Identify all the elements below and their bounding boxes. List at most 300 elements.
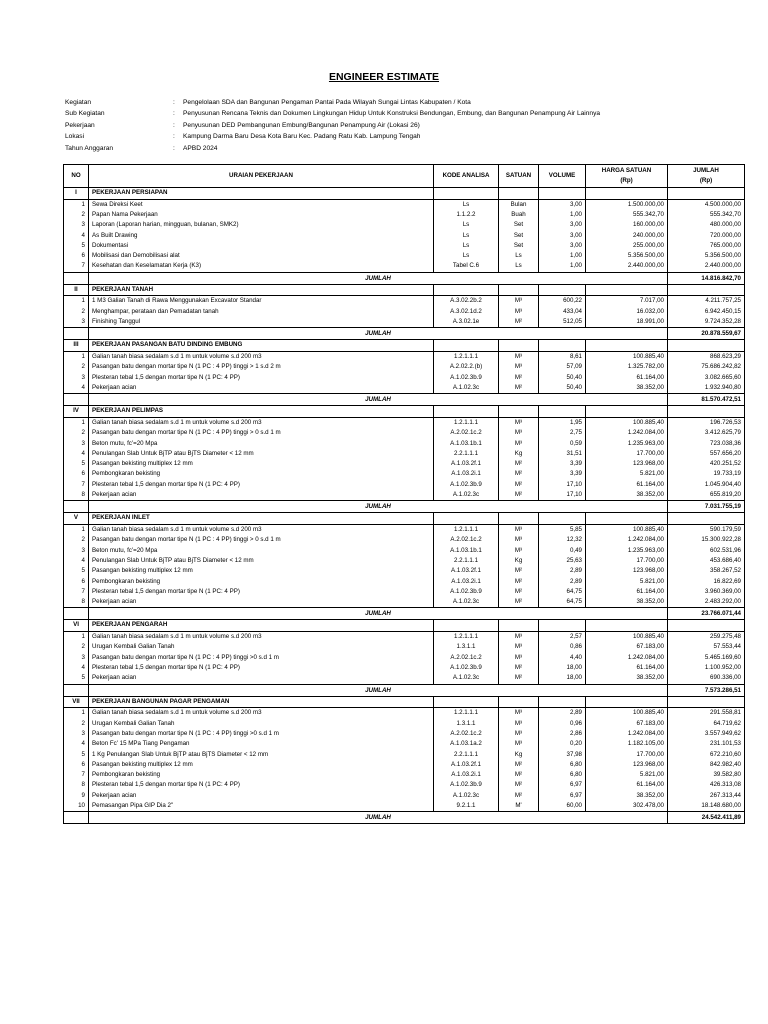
cell-no: 1 — [64, 296, 89, 307]
cell-volume: 3,00 — [539, 231, 586, 241]
header-jumlah — [668, 165, 745, 188]
section-header-row — [64, 620, 745, 632]
table-row — [64, 296, 745, 307]
info-row-sub-kegiatan — [65, 108, 755, 119]
subtotal-label: JUMLAH — [89, 272, 668, 284]
table-row — [64, 708, 745, 719]
cell-harga: 38.352,00 — [586, 673, 668, 684]
cell-uraian: Beton Fc' 15 MPa Tiang Pengaman — [89, 739, 434, 749]
table-row — [64, 231, 745, 241]
cell-harga: 555.342,70 — [586, 210, 668, 220]
cell-uraian: Penulangan Slab Untuk BjTP atau BjTS Diameter < 12 mm — [89, 449, 434, 459]
cell-no: 5 — [64, 241, 89, 251]
cell-kode: 1.2.1.1.1 — [434, 708, 499, 719]
cell-harga: 100.885,40 — [586, 417, 668, 428]
section-empty-cell — [668, 188, 745, 200]
table-row — [64, 719, 745, 729]
table-row — [64, 597, 745, 608]
cell-volume: 12,32 — [539, 535, 586, 545]
cell-harga: 61.164,00 — [586, 663, 668, 673]
cell-uraian: Pekerjaan acian — [89, 490, 434, 501]
section-empty-cell — [539, 284, 586, 296]
cell-volume: 6,80 — [539, 760, 586, 770]
cell-jumlah: 5.356.500,00 — [668, 251, 745, 261]
cell-kode: A.3.02.2b.2 — [434, 296, 499, 307]
cell-harga: 67.183,00 — [586, 642, 668, 652]
cell-harga: 38.352,00 — [586, 490, 668, 501]
cell-jumlah: 3.960.369,00 — [668, 587, 745, 597]
cell-harga: 100.885,40 — [586, 525, 668, 536]
cell-kode: A.1.03.2f.1 — [434, 459, 499, 469]
cell-no: 2 — [64, 535, 89, 545]
cell-kode: A.1.02.3b.9 — [434, 373, 499, 383]
section-number: III — [64, 340, 89, 352]
section-title: PEKERJAAN TANAH — [89, 284, 434, 296]
cell-volume: 64,75 — [539, 597, 586, 608]
cell-kode: 2.2.1.1.1 — [434, 556, 499, 566]
cell-jumlah: 19.733,19 — [668, 469, 745, 479]
cell-harga: 1.500.000,00 — [586, 199, 668, 210]
info-colon: : — [173, 133, 175, 141]
estimate-table — [63, 164, 745, 824]
cell-volume: 31,51 — [539, 449, 586, 459]
cell-kode: A.2.02.1c.2 — [434, 653, 499, 663]
cell-harga: 160.000,00 — [586, 220, 668, 230]
info-label: Sub Kegiatan — [65, 110, 105, 118]
subtotal-row — [64, 684, 745, 696]
cell-volume: 17,10 — [539, 490, 586, 501]
cell-jumlah: 291.558,81 — [668, 708, 745, 719]
table-row — [64, 739, 745, 749]
subtotal-value: 14.816.842,70 — [668, 272, 745, 284]
cell-harga: 1.182.105,00 — [586, 739, 668, 749]
cell-satuan: M² — [499, 791, 539, 801]
cell-satuan: Kg — [499, 750, 539, 760]
table-header-row — [64, 165, 745, 188]
section-empty-cell — [539, 406, 586, 418]
table-row — [64, 780, 745, 790]
cell-jumlah: 5.465.169,60 — [668, 653, 745, 663]
cell-harga: 255.000,00 — [586, 241, 668, 251]
cell-kode: 1.2.1.1.1 — [434, 632, 499, 643]
cell-jumlah: 259.275,48 — [668, 632, 745, 643]
cell-uraian: Pembongkaran bekisting — [89, 770, 434, 780]
header-jumlah-unit: (Rp) — [699, 177, 713, 184]
cell-no: 4 — [64, 556, 89, 566]
cell-jumlah: 690.336,00 — [668, 673, 745, 684]
cell-uraian: Pekerjaan acian — [89, 383, 434, 394]
cell-no: 3 — [64, 546, 89, 556]
cell-satuan: M² — [499, 780, 539, 790]
cell-volume: 8,61 — [539, 352, 586, 363]
cell-volume: 0,59 — [539, 439, 586, 449]
cell-volume: 3,00 — [539, 220, 586, 230]
cell-satuan: M² — [499, 760, 539, 770]
cell-jumlah: 720.000,00 — [668, 231, 745, 241]
cell-jumlah: 196.726,53 — [668, 417, 745, 428]
cell-no: 4 — [64, 231, 89, 241]
cell-satuan: M² — [499, 480, 539, 490]
cell-satuan: M² — [499, 373, 539, 383]
section-header-row — [64, 340, 745, 352]
cell-kode: Ls — [434, 199, 499, 210]
subtotal-label: JUMLAH — [89, 501, 668, 513]
cell-volume: 37,98 — [539, 750, 586, 760]
section-empty-cell — [434, 696, 499, 708]
cell-satuan: M³ — [499, 296, 539, 307]
cell-satuan: M³ — [499, 739, 539, 749]
cell-no: 9 — [64, 791, 89, 801]
table-row — [64, 577, 745, 587]
cell-jumlah: 602.531,96 — [668, 546, 745, 556]
cell-jumlah: 15.300.922,28 — [668, 535, 745, 545]
cell-kode: A.3.02.1e — [434, 317, 499, 328]
subtotal-label: JUMLAH — [89, 394, 668, 406]
info-colon: : — [173, 121, 175, 129]
info-value: APBD 2024 — [183, 144, 218, 152]
subtotal-row — [64, 272, 745, 284]
header-uraian: URAIAN PEKERJAAN — [89, 165, 434, 188]
cell-volume: 6,97 — [539, 780, 586, 790]
cell-jumlah: 655.819,20 — [668, 490, 745, 501]
table-row — [64, 362, 745, 372]
cell-satuan: Set — [499, 241, 539, 251]
info-label: Kegiatan — [65, 99, 92, 106]
cell-satuan: M² — [499, 317, 539, 328]
cell-uraian: Pasangan bekisting multiplex 12 mm — [89, 459, 434, 469]
section-empty-cell — [499, 284, 539, 296]
section-empty-cell — [586, 620, 668, 632]
cell-satuan: M³ — [499, 525, 539, 536]
cell-harga: 17.700,00 — [586, 556, 668, 566]
cell-uraian: Plesteran tebal 1,5 dengan mortar tipe N (1 PC: 4 PP) — [89, 587, 434, 597]
cell-volume: 0,49 — [539, 546, 586, 556]
cell-harga: 1.235.963,00 — [586, 546, 668, 556]
subtotal-row — [64, 608, 745, 620]
cell-no: 2 — [64, 642, 89, 652]
cell-no: 3 — [64, 220, 89, 230]
cell-uraian: Menghampar, perataan dan Pemadatan tanah — [89, 307, 434, 317]
cell-kode: 1.2.1.1.1 — [434, 352, 499, 363]
cell-no: 8 — [64, 490, 89, 501]
cell-kode: Ls — [434, 231, 499, 241]
cell-kode: Ls — [434, 251, 499, 261]
cell-kode: A.1.02.3c — [434, 791, 499, 801]
section-title: PEKERJAAN BANGUNAN PAGAR PENGAMAN — [89, 696, 434, 708]
cell-uraian: Pembongkaran bekisting — [89, 469, 434, 479]
cell-satuan: M³ — [499, 535, 539, 545]
cell-no: 4 — [64, 739, 89, 749]
cell-satuan: M³ — [499, 439, 539, 449]
cell-satuan: M³ — [499, 417, 539, 428]
table-row — [64, 587, 745, 597]
header-no: NO — [64, 165, 89, 188]
section-header-row — [64, 284, 745, 296]
table-row — [64, 439, 745, 449]
cell-no: 6 — [64, 577, 89, 587]
section-number: VI — [64, 620, 89, 632]
subtotal-empty-cell — [64, 684, 89, 696]
cell-uraian: 1 Kg Penulangan Slab Untuk BjTP atau BjTS Diameter < 12 mm — [89, 750, 434, 760]
cell-volume: 4,40 — [539, 653, 586, 663]
cell-harga: 5.821,00 — [586, 770, 668, 780]
cell-harga: 1.242.084,00 — [586, 653, 668, 663]
cell-jumlah: 842.982,40 — [668, 760, 745, 770]
cell-uraian: Plesteran tebal 1,5 dengan mortar tipe N (1 PC: 4 PP) — [89, 373, 434, 383]
cell-kode: A.1.02.3c — [434, 597, 499, 608]
cell-harga: 240.000,00 — [586, 231, 668, 241]
section-empty-cell — [499, 696, 539, 708]
subtotal-label: JUMLAH — [89, 328, 668, 340]
section-header-row — [64, 188, 745, 200]
cell-kode: A.1.03.2i.1 — [434, 469, 499, 479]
subtotal-value: 7.573.286,51 — [668, 684, 745, 696]
table-row — [64, 770, 745, 780]
info-colon: : — [173, 110, 175, 118]
table-row — [64, 750, 745, 760]
cell-volume: 18,00 — [539, 663, 586, 673]
cell-jumlah: 4.500.000,00 — [668, 199, 745, 210]
table-row — [64, 317, 745, 328]
cell-volume: 25,63 — [539, 556, 586, 566]
project-info — [65, 97, 755, 154]
table-row — [64, 546, 745, 556]
info-label: Tahun Anggaran — [65, 144, 114, 152]
cell-uraian: Galian tanah biasa sedalam s.d 1 m untuk volume s.d 200 m3 — [89, 525, 434, 536]
cell-jumlah: 765.000,00 — [668, 241, 745, 251]
cell-volume: 600,22 — [539, 296, 586, 307]
cell-harga: 61.164,00 — [586, 780, 668, 790]
cell-jumlah: 426.313,08 — [668, 780, 745, 790]
cell-no: 3 — [64, 439, 89, 449]
header-harga-unit: (Rp) — [620, 177, 633, 184]
table-row — [64, 673, 745, 684]
cell-volume: 2,89 — [539, 708, 586, 719]
cell-volume: 3,39 — [539, 459, 586, 469]
info-row-tahun-anggaran — [65, 143, 755, 154]
table-row — [64, 428, 745, 438]
cell-no: 7 — [64, 480, 89, 490]
cell-harga: 17.700,00 — [586, 449, 668, 459]
cell-jumlah: 480.000,00 — [668, 220, 745, 230]
table-row — [64, 791, 745, 801]
section-title: PEKERJAAN PELIMPAS — [89, 406, 434, 418]
cell-harga: 100.885,40 — [586, 632, 668, 643]
table-row — [64, 801, 745, 812]
cell-harga: 16.032,00 — [586, 307, 668, 317]
cell-jumlah: 3.557.949,62 — [668, 729, 745, 739]
cell-volume: 3,39 — [539, 469, 586, 479]
subtotal-value: 81.570.472,51 — [668, 394, 745, 406]
subtotal-empty-cell — [64, 608, 89, 620]
cell-harga: 5.356.500,00 — [586, 251, 668, 261]
cell-uraian: Pekerjaan acian — [89, 673, 434, 684]
table-row — [64, 525, 745, 536]
table-row — [64, 480, 745, 490]
section-empty-cell — [539, 188, 586, 200]
cell-jumlah: 1.932.940,80 — [668, 383, 745, 394]
cell-harga: 123.968,00 — [586, 566, 668, 576]
cell-volume: 6,97 — [539, 791, 586, 801]
cell-kode: A.1.03.2f.1 — [434, 760, 499, 770]
section-empty-cell — [668, 696, 745, 708]
section-empty-cell — [586, 696, 668, 708]
table-row — [64, 199, 745, 210]
cell-satuan: M³ — [499, 632, 539, 643]
cell-jumlah: 4.211.757,25 — [668, 296, 745, 307]
cell-kode: A.1.03.2i.1 — [434, 577, 499, 587]
cell-kode: 1.3.1.1 — [434, 719, 499, 729]
cell-kode: A.1.02.3b.9 — [434, 663, 499, 673]
table-row — [64, 663, 745, 673]
section-number: V — [64, 513, 89, 525]
info-value: Pengelolaan SDA dan Bangunan Pengaman Pantai Pada Wilayah Sungai Lintas Kabupaten / Kota — [183, 99, 471, 106]
section-title: PEKERJAAN PERSIAPAN — [89, 188, 434, 200]
table-row — [64, 760, 745, 770]
cell-harga: 61.164,00 — [586, 373, 668, 383]
cell-kode: Ls — [434, 241, 499, 251]
table-row — [64, 490, 745, 501]
cell-jumlah: 557.656,20 — [668, 449, 745, 459]
cell-volume: 1,95 — [539, 417, 586, 428]
cell-satuan: M' — [499, 801, 539, 812]
cell-harga: 18.991,00 — [586, 317, 668, 328]
section-empty-cell — [539, 340, 586, 352]
cell-uraian: Urugan Kembali Galian Tanah — [89, 642, 434, 652]
cell-satuan: M² — [499, 459, 539, 469]
cell-jumlah: 64.719,62 — [668, 719, 745, 729]
cell-satuan: Ls — [499, 261, 539, 272]
table-row — [64, 729, 745, 739]
cell-volume: 2,75 — [539, 428, 586, 438]
section-header-row — [64, 513, 745, 525]
cell-satuan: M³ — [499, 653, 539, 663]
cell-uraian: As Built Drawing — [89, 231, 434, 241]
cell-kode: A.1.03.1b.1 — [434, 439, 499, 449]
subtotal-label: JUMLAH — [89, 812, 668, 824]
cell-kode: A.1.03.1a.2 — [434, 739, 499, 749]
cell-satuan: M³ — [499, 428, 539, 438]
cell-volume: 60,00 — [539, 801, 586, 812]
header-jumlah-label: JUMLAH — [693, 167, 719, 174]
cell-no: 3 — [64, 653, 89, 663]
cell-uraian: Beton mutu, fc'=20 Mpa — [89, 546, 434, 556]
table-row — [64, 566, 745, 576]
cell-harga: 1.235.963,00 — [586, 439, 668, 449]
cell-harga: 100.885,40 — [586, 352, 668, 363]
section-empty-cell — [668, 340, 745, 352]
cell-kode: A.1.03.2i.1 — [434, 770, 499, 780]
cell-uraian: Galian tanah biasa sedalam s.d 1 m untuk volume s.d 200 m3 — [89, 632, 434, 643]
subtotal-empty-cell — [64, 272, 89, 284]
cell-kode: 1.2.1.1.1 — [434, 417, 499, 428]
table-row — [64, 210, 745, 220]
cell-no: 2 — [64, 719, 89, 729]
cell-jumlah: 3.412.625,79 — [668, 428, 745, 438]
cell-volume: 18,00 — [539, 673, 586, 684]
cell-harga: 1.242.084,00 — [586, 535, 668, 545]
cell-no: 6 — [64, 251, 89, 261]
info-colon: : — [173, 99, 175, 106]
table-row — [64, 535, 745, 545]
cell-jumlah: 267.313,44 — [668, 791, 745, 801]
cell-jumlah: 18.148.680,00 — [668, 801, 745, 812]
cell-uraian: 1 M3 Galian Tanah di Rawa Menggunakan Excavator Standar — [89, 296, 434, 307]
table-row — [64, 251, 745, 261]
cell-harga: 2.440.000,00 — [586, 261, 668, 272]
cell-no: 2 — [64, 362, 89, 372]
cell-uraian: Pekerjaan acian — [89, 597, 434, 608]
cell-jumlah: 590.179,59 — [668, 525, 745, 536]
cell-kode: A.1.03.1b.1 — [434, 546, 499, 556]
cell-uraian: Finishing Tanggul — [89, 317, 434, 328]
cell-volume: 2,86 — [539, 729, 586, 739]
cell-no: 5 — [64, 750, 89, 760]
document-title: ENGINEER ESTIMATE — [328, 71, 440, 83]
cell-volume: 17,10 — [539, 480, 586, 490]
cell-satuan: M³ — [499, 729, 539, 739]
cell-volume: 64,75 — [539, 587, 586, 597]
cell-no: 7 — [64, 770, 89, 780]
table-row — [64, 469, 745, 479]
cell-uraian: Plesteran tebal 1,5 dengan mortar tipe N (1 PC: 4 PP) — [89, 780, 434, 790]
subtotal-label: JUMLAH — [89, 608, 668, 620]
section-empty-cell — [499, 513, 539, 525]
info-value: Kampung Darma Baru Desa Kota Baru Kec. Padang Ratu Kab. Lampung Tengah — [183, 133, 421, 141]
section-number: I — [64, 188, 89, 200]
table-row — [64, 352, 745, 363]
cell-kode: A.1.02.3b.9 — [434, 780, 499, 790]
info-colon: : — [173, 144, 175, 152]
cell-volume: 512,05 — [539, 317, 586, 328]
cell-volume: 433,04 — [539, 307, 586, 317]
cell-satuan: M³ — [499, 307, 539, 317]
cell-no: 5 — [64, 459, 89, 469]
cell-satuan: M³ — [499, 362, 539, 372]
table-row — [64, 220, 745, 230]
cell-uraian: Laporan (Laporan harian, mingguan, bulanan, SMK2) — [89, 220, 434, 230]
table-row — [64, 556, 745, 566]
cell-uraian: Mobilisasi dan Demobilisasi alat — [89, 251, 434, 261]
subtotal-row — [64, 812, 745, 824]
cell-harga: 38.352,00 — [586, 383, 668, 394]
subtotal-row — [64, 394, 745, 406]
cell-satuan: Kg — [499, 556, 539, 566]
table-row — [64, 632, 745, 643]
table-row — [64, 373, 745, 383]
table-body — [64, 188, 745, 824]
cell-harga: 123.968,00 — [586, 760, 668, 770]
table-row — [64, 417, 745, 428]
cell-volume: 50,40 — [539, 373, 586, 383]
cell-kode: 1.1.2.2 — [434, 210, 499, 220]
table-row — [64, 307, 745, 317]
cell-no: 4 — [64, 663, 89, 673]
cell-no: 1 — [64, 199, 89, 210]
cell-harga: 38.352,00 — [586, 597, 668, 608]
cell-uraian: Galian tanah biasa sedalam s.d 1 m untuk volume s.d 200 m3 — [89, 708, 434, 719]
cell-no: 1 — [64, 352, 89, 363]
subtotal-row — [64, 328, 745, 340]
cell-kode: 9.2.1.1 — [434, 801, 499, 812]
cell-jumlah: 868.623,29 — [668, 352, 745, 363]
cell-uraian: Galian tanah biasa sedalam s.d 1 m untuk volume s.d 200 m3 — [89, 417, 434, 428]
cell-volume: 2,89 — [539, 577, 586, 587]
subtotal-value: 23.766.071,44 — [668, 608, 745, 620]
section-empty-cell — [586, 513, 668, 525]
cell-satuan: Kg — [499, 449, 539, 459]
subtotal-label: JUMLAH — [89, 684, 668, 696]
